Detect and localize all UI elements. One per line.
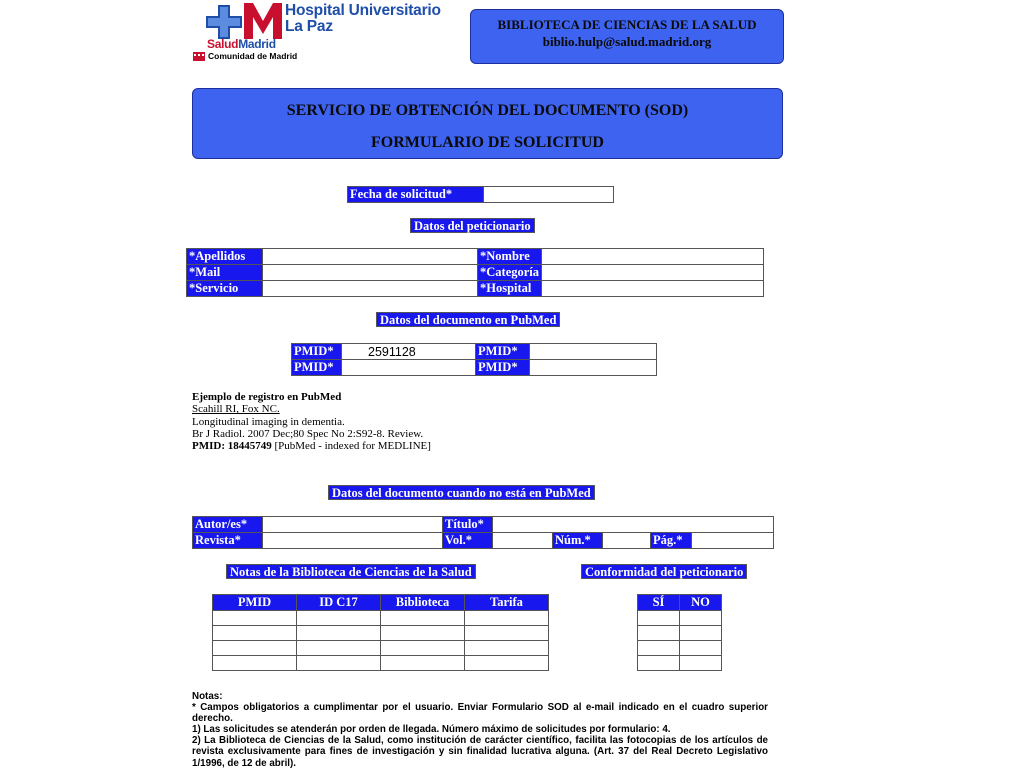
table-row [213,641,549,656]
example-heading: Ejemplo de registro en PubMed [192,391,342,403]
form-notes [192,691,768,769]
service-label: *Servicio [187,281,263,297]
pubmed-heading: Datos del documento en PubMed [376,312,560,327]
mail-label: *Mail [187,265,263,281]
example-authors[interactable]: Scahill RI, Fox NC. [192,403,280,416]
form-title-box [192,88,783,159]
table-row [213,656,549,671]
library-notes-table [212,594,549,671]
table-row [213,611,549,626]
category-label: *Categoría [478,265,542,281]
note-mandatory: * Campos obligatorios a cumplimentar por el usuario. Enviar Formulario SOD al e-mail indicado en el cuadro superior derecho. [192,702,768,725]
conformity-table [637,594,722,671]
requester-table [186,248,764,297]
pmid-label: PMID* [292,344,342,360]
hospital-name: Hospital Universitario La Paz [285,2,441,35]
authors-label: Autor/es* [193,517,263,533]
col-pmid: PMID [213,595,297,611]
service-field[interactable] [263,281,478,297]
title-field[interactable] [493,517,774,533]
request-date-field[interactable] [484,187,614,203]
pmid-field[interactable] [530,360,657,376]
hospital-cross-icon [206,5,242,39]
page-field[interactable] [692,533,774,549]
request-date-row [347,186,614,203]
comunidad-madrid-label: Comunidad de Madrid [208,51,298,61]
pubmed-example [192,391,431,452]
example-citation: Br J Radiol. 2007 Dec;80 Spec No 2:S92-8. Review. [192,427,424,440]
name-label: *Nombre [478,249,542,265]
pmid-label: PMID* [476,360,530,376]
col-library: Biblioteca [381,595,465,611]
form-title: FORMULARIO DE SOLICITUD [371,134,604,151]
salud-madrid-brand: SaludMadrid [207,37,276,51]
authors-field[interactable] [263,517,443,533]
example-title: Longitudinal imaging in dementia. [192,415,345,428]
col-fee: Tarifa [465,595,549,611]
request-date-label: Fecha de solicitud* [348,187,484,203]
table-row [638,626,722,641]
notes-title: Notas: [192,691,223,702]
requester-heading: Datos del peticionario [410,218,535,233]
hospital-label: *Hospital [478,281,542,297]
title-label: Título* [443,517,493,533]
service-title: SERVICIO DE OBTENCIÓN DEL DOCUMENTO (SOD) [286,102,689,119]
library-email: biblio.hulp@salud.madrid.org [542,34,712,49]
category-field[interactable] [542,265,764,281]
col-id-c17: ID C17 [297,595,381,611]
pubmed-table [291,343,657,376]
library-notes-heading: Notas de la Biblioteca de Ciencias de la Salud [226,564,476,579]
mail-field[interactable] [263,265,478,281]
hospital-field[interactable] [542,281,764,297]
pmid-field[interactable] [530,344,657,360]
pmid-field[interactable]: 2591128 [342,344,476,360]
example-pmid: PMID: 18445749 [PubMed - indexed for MEDLINE] [192,440,431,453]
table-row [213,626,549,641]
volume-field[interactable] [493,533,553,549]
madrid-m-icon [244,3,282,39]
table-row [638,656,722,671]
surname-label: *Apellidos [187,249,263,265]
number-label: Núm.* [553,533,603,549]
journal-field[interactable] [263,533,443,549]
name-field[interactable] [542,249,764,265]
table-row [638,641,722,656]
journal-label: Revista* [193,533,263,549]
note-order: 1) Las solicitudes se atenderán por orden de llegada. Número máximo de solicitudes por formulario: 4. [192,724,671,736]
conformity-heading: Conformidad del peticionario [581,564,747,579]
library-contact-box [470,9,784,64]
volume-label: Vol.* [443,533,493,549]
pmid-label: PMID* [292,360,342,376]
table-row [638,611,722,626]
comunidad-flag-icon [193,52,205,61]
page-label: Pág.* [651,533,692,549]
note-copyright: 2) La Biblioteca de Ciencias de la Salud, como institución de carácter científico, facilita las fotocopias de los artículos de revista exclusivamente para fines de investigación y sin finalidad lucrativa alguna. (Art. 37 del Real Decreto Legislativo 1/1996, de 12 de abril). [192,735,768,769]
surname-field[interactable] [263,249,478,265]
not-pubmed-heading: Datos del documento cuando no está en PubMed [328,485,595,500]
not-pubmed-table [192,516,774,549]
pmid-label: PMID* [476,344,530,360]
library-name: BIBLIOTECA DE CIENCIAS DE LA SALUD [497,17,757,32]
pmid-field[interactable] [342,360,476,376]
col-no: NO [680,595,722,611]
number-field[interactable] [603,533,651,549]
col-yes: SÍ [638,595,680,611]
